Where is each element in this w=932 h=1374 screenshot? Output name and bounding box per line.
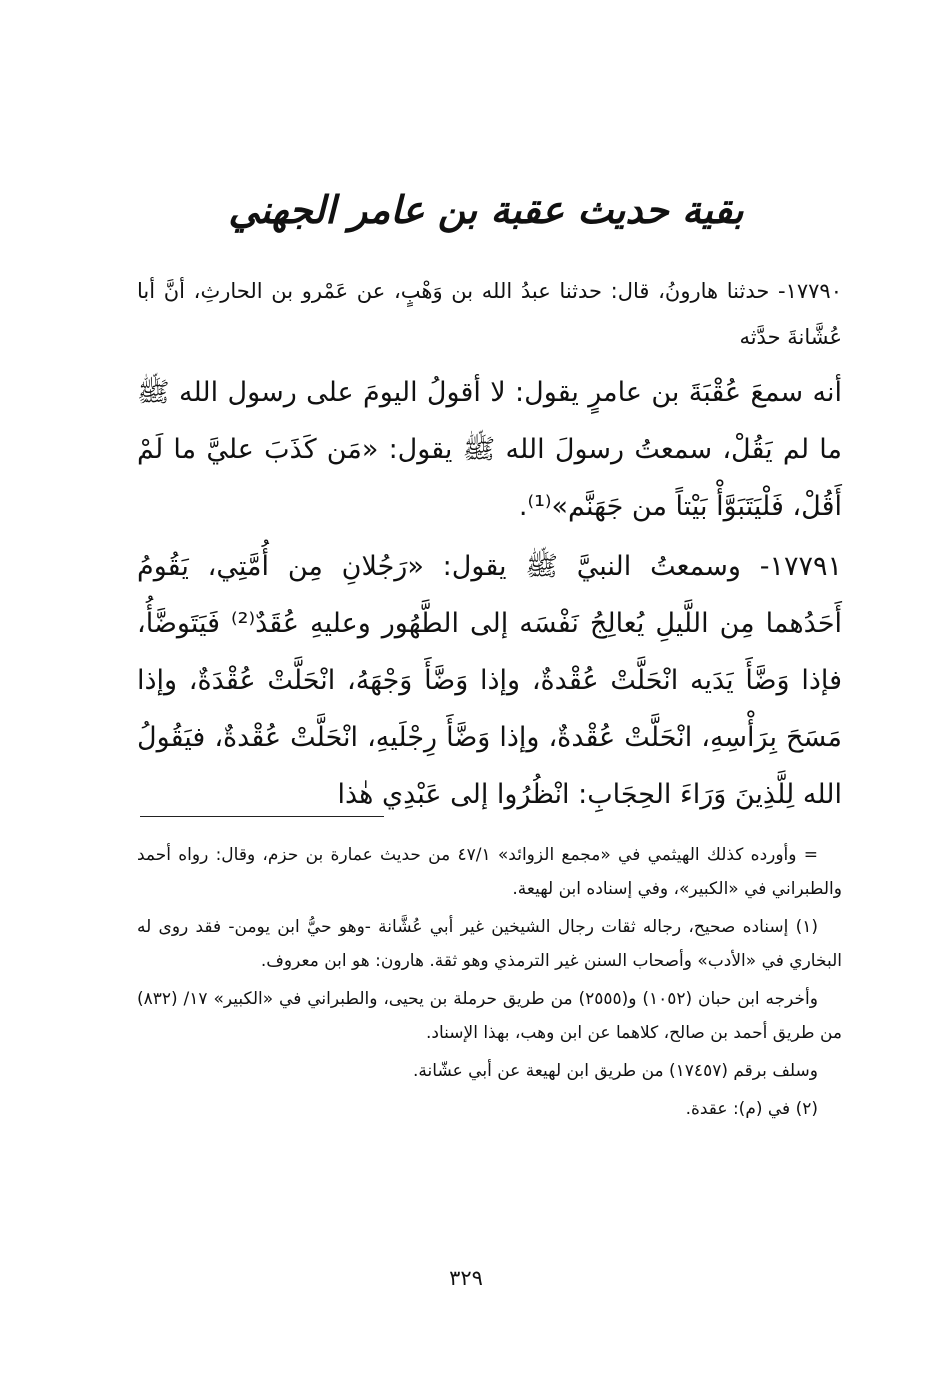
hadith-17790-isnad: ١٧٧٩٠- حدثنا هارونُ، قال: حدثنا عبدُ الله بن وَهْبٍ، عن عَمْرو بن الحارثِ، أنَّ أبا عُشَّانةَ حدَّثه — [137, 279, 842, 349]
footnote-1: (١) إسناده صحيح، رجاله ثقات رجال الشيخين غير أبي عُشَّانة -وهو حيُّ ابن يومن- فقد روى له البخاري في «الأدب» وأصحاب السنن غير الترمذي وهو ثقة. هارون: هو ابن معروف. — [137, 917, 842, 971]
hadith-17790-matn: أنه سمعَ عُقْبَةَ بن عامرٍ يقول: لا أقولُ اليومَ على رسول الله ﷺ ما لم يَقُلْ، سمعتُ رسولَ الله ﷺ يقول: «مَن كَذَبَ عليَّ ما لَمْ أَقُلْ، فَلْيَتَبَوَّأْ بَيْتاً من جَهَنَّم»⁽¹⁾. — [137, 377, 842, 522]
footnotes-section — [137, 838, 842, 1130]
page-number: ٣٢٩ — [449, 1266, 483, 1290]
footnote-1-cross-reference: وسلف برقم (١٧٤٥٧) من طريق ابن لهيعة عن أبي عشّانة. — [413, 1061, 818, 1081]
footnote-2: (٢) في (م): عقدة. — [685, 1099, 818, 1119]
footnote-1-takhrij: وأخرجه ابن حبان (١٠٥٢) و(٢٥٥٥) من طريق حرملة بن يحيى، والطبراني في «الكبير» ١٧/ (٨٣٢) من طريق أحمد بن صالح، كلاهما عن ابن وهب، بهذا الإسناد. — [137, 989, 842, 1043]
hadith-17791-text: ١٧٧٩١- وسمعتُ النبيَّ ﷺ يقول: «رَجُلانِ مِن أُمَّتِي، يَقُومُ أَحَدُهما مِن اللَّيلِ يُعالِجُ نَفْسَه إلى الطَّهُور وعليهِ عُقَدٌ⁽²⁾ فَيَتَوضَّأُ، فإذا وَضَّأَ يَدَيه انْحَلَّتْ عُقْدةٌ، وإذا وَضَّأَ وَجْهَهُ، انْحَلَّتْ عُقْدَةٌ، وإذا مَسَحَ بِرَأْسِهِ، انْحَلَّتْ عُقْدةٌ، وإذا وَضَّأَ رِجْلَيهِ، انْحَلَّتْ عُقْدةٌ، فيَقُولُ الله لِلَّذِينَ وَرَاءَ الحِجَابِ: انْظُرُوا إلى عَبْدِي هٰذا — [137, 551, 843, 810]
footnote-divider — [140, 816, 384, 817]
section-heading: بقية حديث عقبة بن عامر الجهني — [228, 187, 744, 232]
footnote-continuation: = وأورده كذلك الهيثمي في «مجمع الزوائد» ٤٧/١ من حديث عمارة بن حزم، وقال: رواه أحمد والطبراني في «الكبير»، وفي إسناده ابن لهيعة. — [137, 845, 842, 899]
